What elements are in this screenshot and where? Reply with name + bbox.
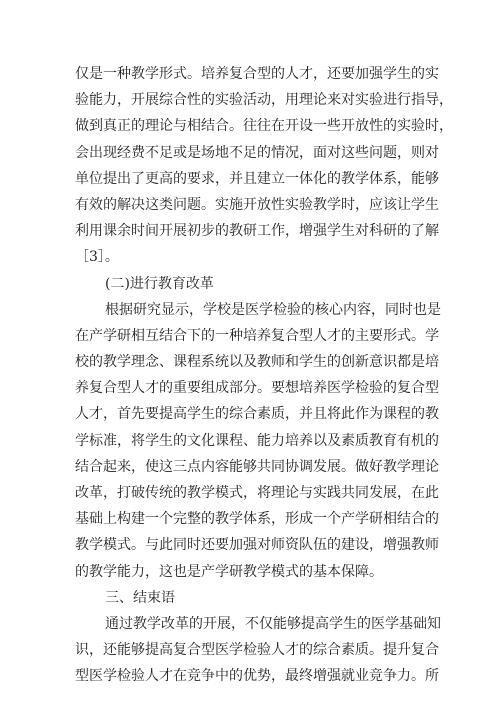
paragraph-line: 学标准，将学生的文化课程、能力培养以及素质教育有机的 — [75, 432, 439, 449]
paragraph-line: 根据研究显示，学校是医学检验的核心内容，同时也是 — [105, 301, 441, 318]
paragraph-line: 在产学研相互结合下的一种培养复合型人才的主要形式。学 — [75, 327, 439, 344]
paragraph-line: 利用课余时间开展初步的教研工作，增强学生对科研的了解 — [75, 223, 439, 240]
paragraph-line: 型医学检验人才在竞争中的优势，最终增强就业竞争力。所 — [75, 668, 439, 685]
paragraph-line: 人才，首先要提高学生的综合素质，并且将此作为课程的教 — [75, 406, 439, 423]
paragraph-line: 养复合型人才的重要组成部分。要想培养医学检验的复合型 — [75, 380, 439, 397]
paragraph-line: 仅是一种教学形式。培养复合型的人才，还要加强学生的实 — [75, 66, 439, 82]
paragraph-line: 有效的解决这类问题。实施开放性实验教学时，应该让学生 — [75, 196, 439, 213]
paragraph-line: 识，还能够提高复合型医学检验人才的综合素质。提升复合 — [75, 642, 439, 659]
paragraph-line: 校的教学理念、课程系统以及教师和学生的创新意识都是培 — [75, 354, 439, 371]
paragraph-line: 改革，打破传统的教学模式，将理论与实践共同发展，在此 — [75, 485, 439, 501]
section-heading: 三、结束语 — [105, 589, 175, 606]
paragraph-line: 做到真正的理论与相结合。往往在开设一些开放性的实验时， — [75, 118, 453, 135]
paragraph-line: 结合起来，使这三点内容能够共同协调发展。做好教学理论 — [75, 458, 439, 475]
paragraph-line: 教学模式。与此同时还要加强对师资队伍的建设，增强教师 — [75, 537, 439, 554]
section-heading: (二)进行教育改革 — [105, 275, 214, 292]
paragraph-line: ［3］。 — [75, 249, 119, 266]
paragraph-line: 单位提出了更高的要求，并且建立一体化的教学体系，能够 — [75, 170, 439, 187]
paragraph-line: 通过教学改革的开展，不仅能够提高学生的医学基础知 — [105, 615, 441, 632]
paragraph-line: 验能力，开展综合性的实验活动，用理论来对实验进行指导， — [75, 92, 453, 109]
paragraph-line: 的教学能力，这也是产学研教学模式的基本保障。 — [75, 563, 383, 580]
paragraph-line: 基础上构建一个完整的教学体系，形成一个产学研相结合的 — [75, 511, 439, 528]
paragraph-line: 会出现经费不足或是场地不足的情况，面对这些问题，则对 — [75, 144, 439, 161]
document-body — [75, 61, 453, 690]
